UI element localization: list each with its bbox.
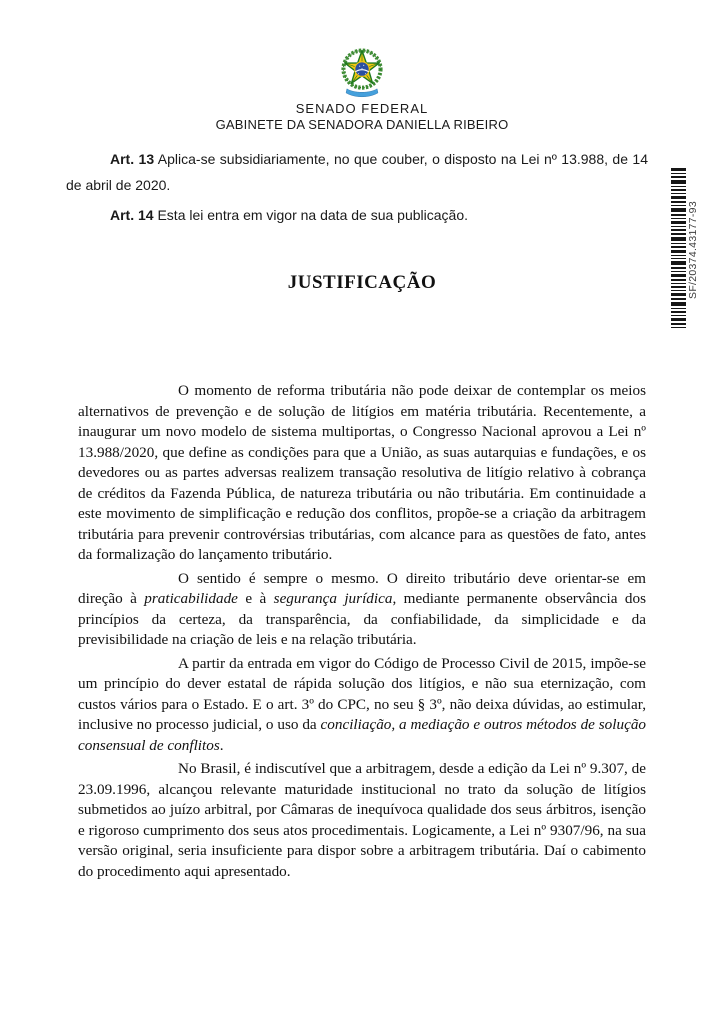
brazil-coat-of-arms-icon — [333, 42, 391, 102]
document-code: SF/20374.43177-93 — [687, 201, 699, 299]
article-13: Art. 13 Aplica-se subsidiariamente, no que couber, o disposto na Lei nº 13.988, de 14 de abril de 2020. — [66, 151, 649, 193]
institution-name: SENADO FEDERAL — [295, 101, 429, 116]
article-14: Art. 14 Esta lei entra em vigor na data de sua publicação. — [110, 207, 468, 223]
paragraph-4: No Brasil, é indiscutível que a arbitragem, desde a edição da Lei nº 9.307, de 23.09.1996, alcançou relevante maturidade institucional no trato da solução de litígios submetidos ao juízo arbitral, por Câmaras de inequívoca qualidade dos seus árbitros, isenção e rigoroso cumprimento dos seus atos procedimentais. Logicamente, a Lei nº 9307/96, na sua versão original, seria insuficiente para dispor sobre a arbitragem tributária. Daí o cabimento do procedimento aqui apresentado. — [78, 760, 646, 880]
document-stamp — [671, 168, 705, 332]
justification-text — [78, 381, 646, 885]
paragraph-1: O momento de reforma tributária não pode deixar de contemplar os meios alternativos de prevenção e de solução de litígios em matéria tributária. Recentemente, a inaugurar um novo modelo de sistema multiportas, o Congresso Nacional aprovou a Lei nº 13.988/2020, que define as condições para que a União, as suas autarquias e fundações, e os devedores ou as partes adversas realizem transação resolutiva de litígio relativo à cobrança de créditos da Fazenda Pública, de natureza tributária ou não tributária. Em continuidade a este movimento de simplificação e redução dos conflitos, propõe-se a criação da arbitragem tributária para prevenir controvérsias tributárias, com alcance para as questões de fato, antes da formalização do lançamento tributário. — [78, 382, 646, 563]
paragraph-2: O sentido é sempre o mesmo. O direito tributário deve orientar-se em direção à praticabilidade e à segurança jurídica, mediante permanente observância dos princípios da certeza, da transparência, da confiabilidade, da simplicidade e da previsibilidade na criação de leis e na relação tributária. — [78, 569, 647, 648]
section-title: JUSTIFICAÇÃO — [287, 272, 437, 293]
office-name: GABINETE DA SENADORA DANIELLA RIBEIRO — [215, 117, 509, 132]
paragraph-3: A partir da entrada em vigor do Código de Processo Civil de 2015, impõe-se um princípio do dever estatal de rápida solução dos litígios, e não sua eternização, com custos vários para o Estado. E o art. 3º do CPC, no seu § 3º, não deixa dúvidas, ao estimular, inclusive no processo judicial, o uso da conciliação, a mediação e outros métodos de solução consensual de conflitos. — [78, 654, 646, 754]
barcode-icon — [671, 168, 686, 328]
articles-block — [66, 146, 648, 232]
